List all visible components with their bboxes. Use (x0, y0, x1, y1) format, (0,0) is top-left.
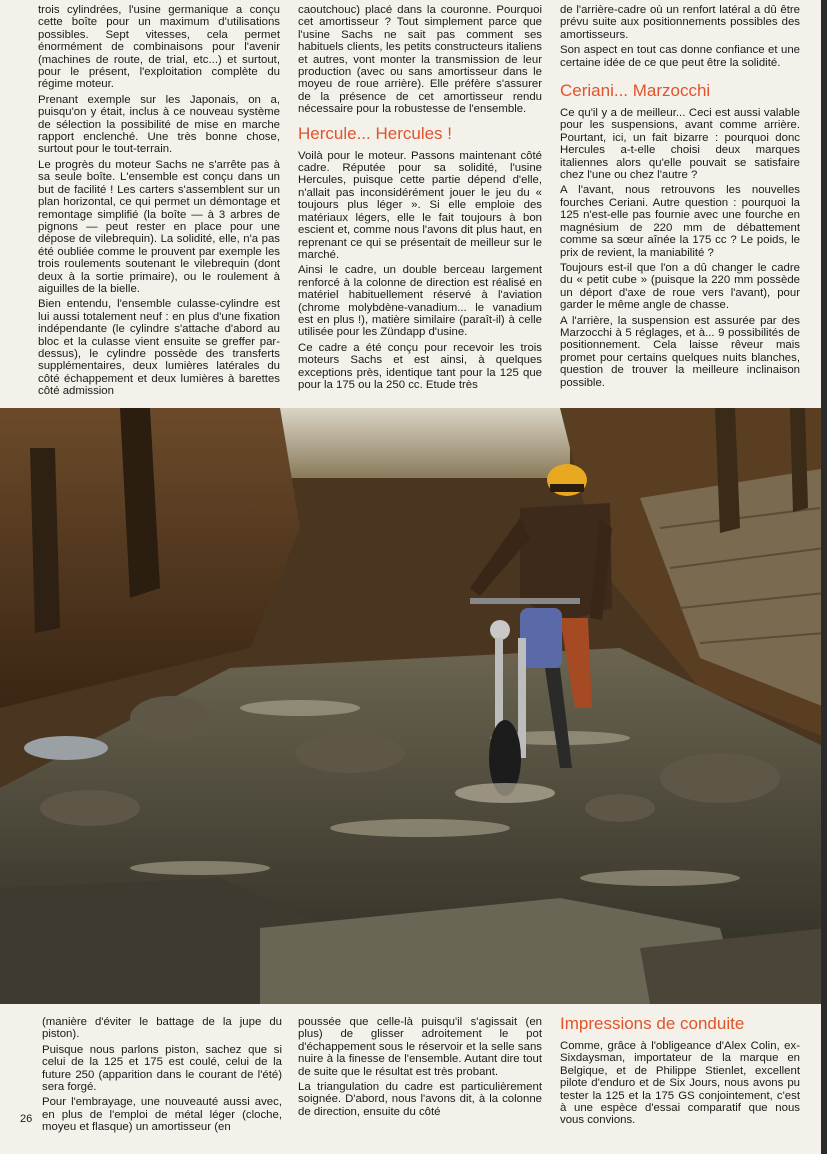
paragraph: A l'avant, nous retrouvons les nouvelles fourches Ceriani. Autre question : pourquoi la 125 n'est-elle pas fournie avec une fourche en magnésium de 220 mm de débattement comme sa sœur aînée la 175 cc ? Le poids, le prix de revient, la maniabilité ? (560, 184, 800, 259)
section-heading-hercule: Hercule... Hercules ! (298, 123, 452, 143)
paragraph: A l'arrière, la suspension est assurée par des Marzocchi à 5 réglages, et à... 9 possibilités de positionnement. Cela laisse rêveur mais promet pour certains quelques nuits blanches, question de trouver la meilleure inclinaison possible. (560, 314, 800, 389)
paragraph: Prenant exemple sur les Japonais, on a, puisqu'on y était, inclus à ce nouveau système de sélection la possibilité de mise en marche rapport enclenché. Une très bonne chose, surtout pour le tout-terrain. (38, 93, 280, 156)
article-column-3 (560, 4, 800, 392)
photo-rider-in-stream (0, 408, 827, 1004)
article-column-2 (298, 4, 542, 394)
article-column-1 (38, 4, 280, 401)
paragraph: (manière d'éviter le battage de la jupe du piston). (42, 1016, 282, 1041)
paragraph: Ce cadre a été conçu pour recevoir les trois moteurs Sachs et est ainsi, à quelques exceptions près, identique tant pour la 125 que pour la 175 ou la 250 cc. Etude très (298, 341, 542, 391)
article-column-bottom-3 (560, 1014, 800, 1130)
paragraph: poussée que celle-là puisqu'il s'agissait (en plus) de glisser adroitement le pot d'échappement sous le réservoir et la selle sans nuire à la finesse de l'ensemble. Autant dire tout de suite que le résultat est très probant. (298, 1016, 542, 1078)
paragraph: Pour l'embrayage, une nouveauté aussi avec, en plus de l'emploi de métal léger (cloche, moyeu et flasque) un amortisseur (en (42, 1096, 282, 1134)
paragraph: La triangulation du cadre est particulièrement soignée. D'abord, nous l'avons dit, à la colonne de direction, ensuite du côté (298, 1081, 542, 1118)
paragraph: Puisque nous parlons piston, sachez que si celui de la 125 et 175 est coulé, celui de la future 250 (apparition dans le courant de l'été) sera forgé. (42, 1043, 282, 1094)
paragraph: caoutchouc) placé dans la couronne. Pourquoi cet amortisseur ? Tout simplement parce que l'usine Sachs ne sait pas comment ses habituels clients, les petits constructeurs italiens et autres, vont monter la transmission de leur production (avec ou sans amortisseur dans le moyeu de roue arrière). Elle préfère s'assurer de la présence de cet amortisseur rendu nécessaire pour la robustesse de l'ensemble. (298, 4, 542, 116)
article-column-bottom-1 (42, 1016, 282, 1137)
paragraph: Son aspect en tout cas donne confiance et une certaine idée de ce que peut être la solidité. (560, 44, 800, 69)
paragraph: Comme, grâce à l'obligeance d'Alex Colin, ex-Sixdaysman, importateur de la marque en Belgique, et de Philippe Stienlet, excellent pilote d'enduro et de Six Jours, nous avons pu tester la 125 et la 175 GS conjointement, c'est à une espèce d'essai comparatif que nous vous convions. (560, 1040, 800, 1127)
page-number: 26 (20, 1113, 33, 1125)
page-edge (821, 0, 827, 1154)
article-column-bottom-2 (298, 1016, 542, 1121)
paragraph: Ainsi le cadre, un double berceau largement renforcé à la colonne de direction est réalisé en matériel habituellement réservé à l'aviation (chrome molybdène-vanadium... le vanadium est en plus !), matière similaire (paraît-il) à celle utilisée pour les Zündapp d'usine. (298, 264, 542, 339)
paragraph: de l'arrière-cadre où un renfort latéral a dû être prévu suite aux positionnements possibles des amortisseurs. (560, 4, 800, 41)
paragraph: Toujours est-il que l'on a dû changer le cadre du « petit cube » (puisque la 220 mm possède un déport d'axe de roue vers l'avant), pour garder le même angle de chasse. (560, 261, 800, 312)
section-heading-ceriani: Ceriani... Marzocchi (560, 81, 711, 101)
paragraph: Ce qu'il y a de meilleur... Ceci est aussi valable pour les suspensions, avant comme arrière. Pourtant, ici, un fait bizarre : pourquoi donc Hercules a-t-elle choisi deux marques italiennes alors qu'elle pouvait se satisfaire chez l'une ou chez l'autre ? (560, 107, 800, 182)
section-heading-impressions: Impressions de conduite (560, 1014, 745, 1033)
paragraph: Le progrès du moteur Sachs ne s'arrête pas à sa seule boîte. L'ensemble est conçu dans un but de facilité ! Les carters s'assemblent sur un plan horizontal, ce qui permet un démontage et remontage simplifié (la boîte — à 3 arbres de pignons — peut rester en place pour une dépose de vilebrequin). La solidité, elle, n'a pas été oubliée comme le prouvent par exemple les trois roulements soutenant le vilebrequin (dont deux à la sortie primaire), ou le roulement à aiguilles de la bielle. (38, 158, 280, 295)
paragraph: trois cylindrées, l'usine germanique a conçu cette boîte pour un maximum d'utilisations possibles. Sept vitesses, cela permet énormément de combinaisons pour l'avenir (machines de route, de trial, etc...) et surtout, pour le présent, l'exploitation complète du régime moteur. (38, 4, 280, 91)
paragraph: Bien entendu, l'ensemble culasse-cylindre est lui aussi totalement neuf : en plus d'une fixation indépendante (le cylindre s'attache d'abord au bloc et la culasse vient ensuite se greffer par-dessus), le cylindre possède des transferts supplémentaires, deux lumières latérales du côté échappement et deux lumières à barettes côté admission (38, 298, 280, 398)
paragraph: Voilà pour le moteur. Passons maintenant côté cadre. Réputée pour sa solidité, l'usine Hercules, puisque cette partie dépend d'elle, n'allait pas inconsidérément jouer le jeu du « toujours plus léger ». Si elle emploie des matériaux légers, elle le fait toujours à bon escient et, comme nous l'avons dit plus haut, en reprenant ce qui se présentait de meilleur sur le marché. (298, 149, 542, 261)
photo-illustration (0, 408, 827, 1004)
